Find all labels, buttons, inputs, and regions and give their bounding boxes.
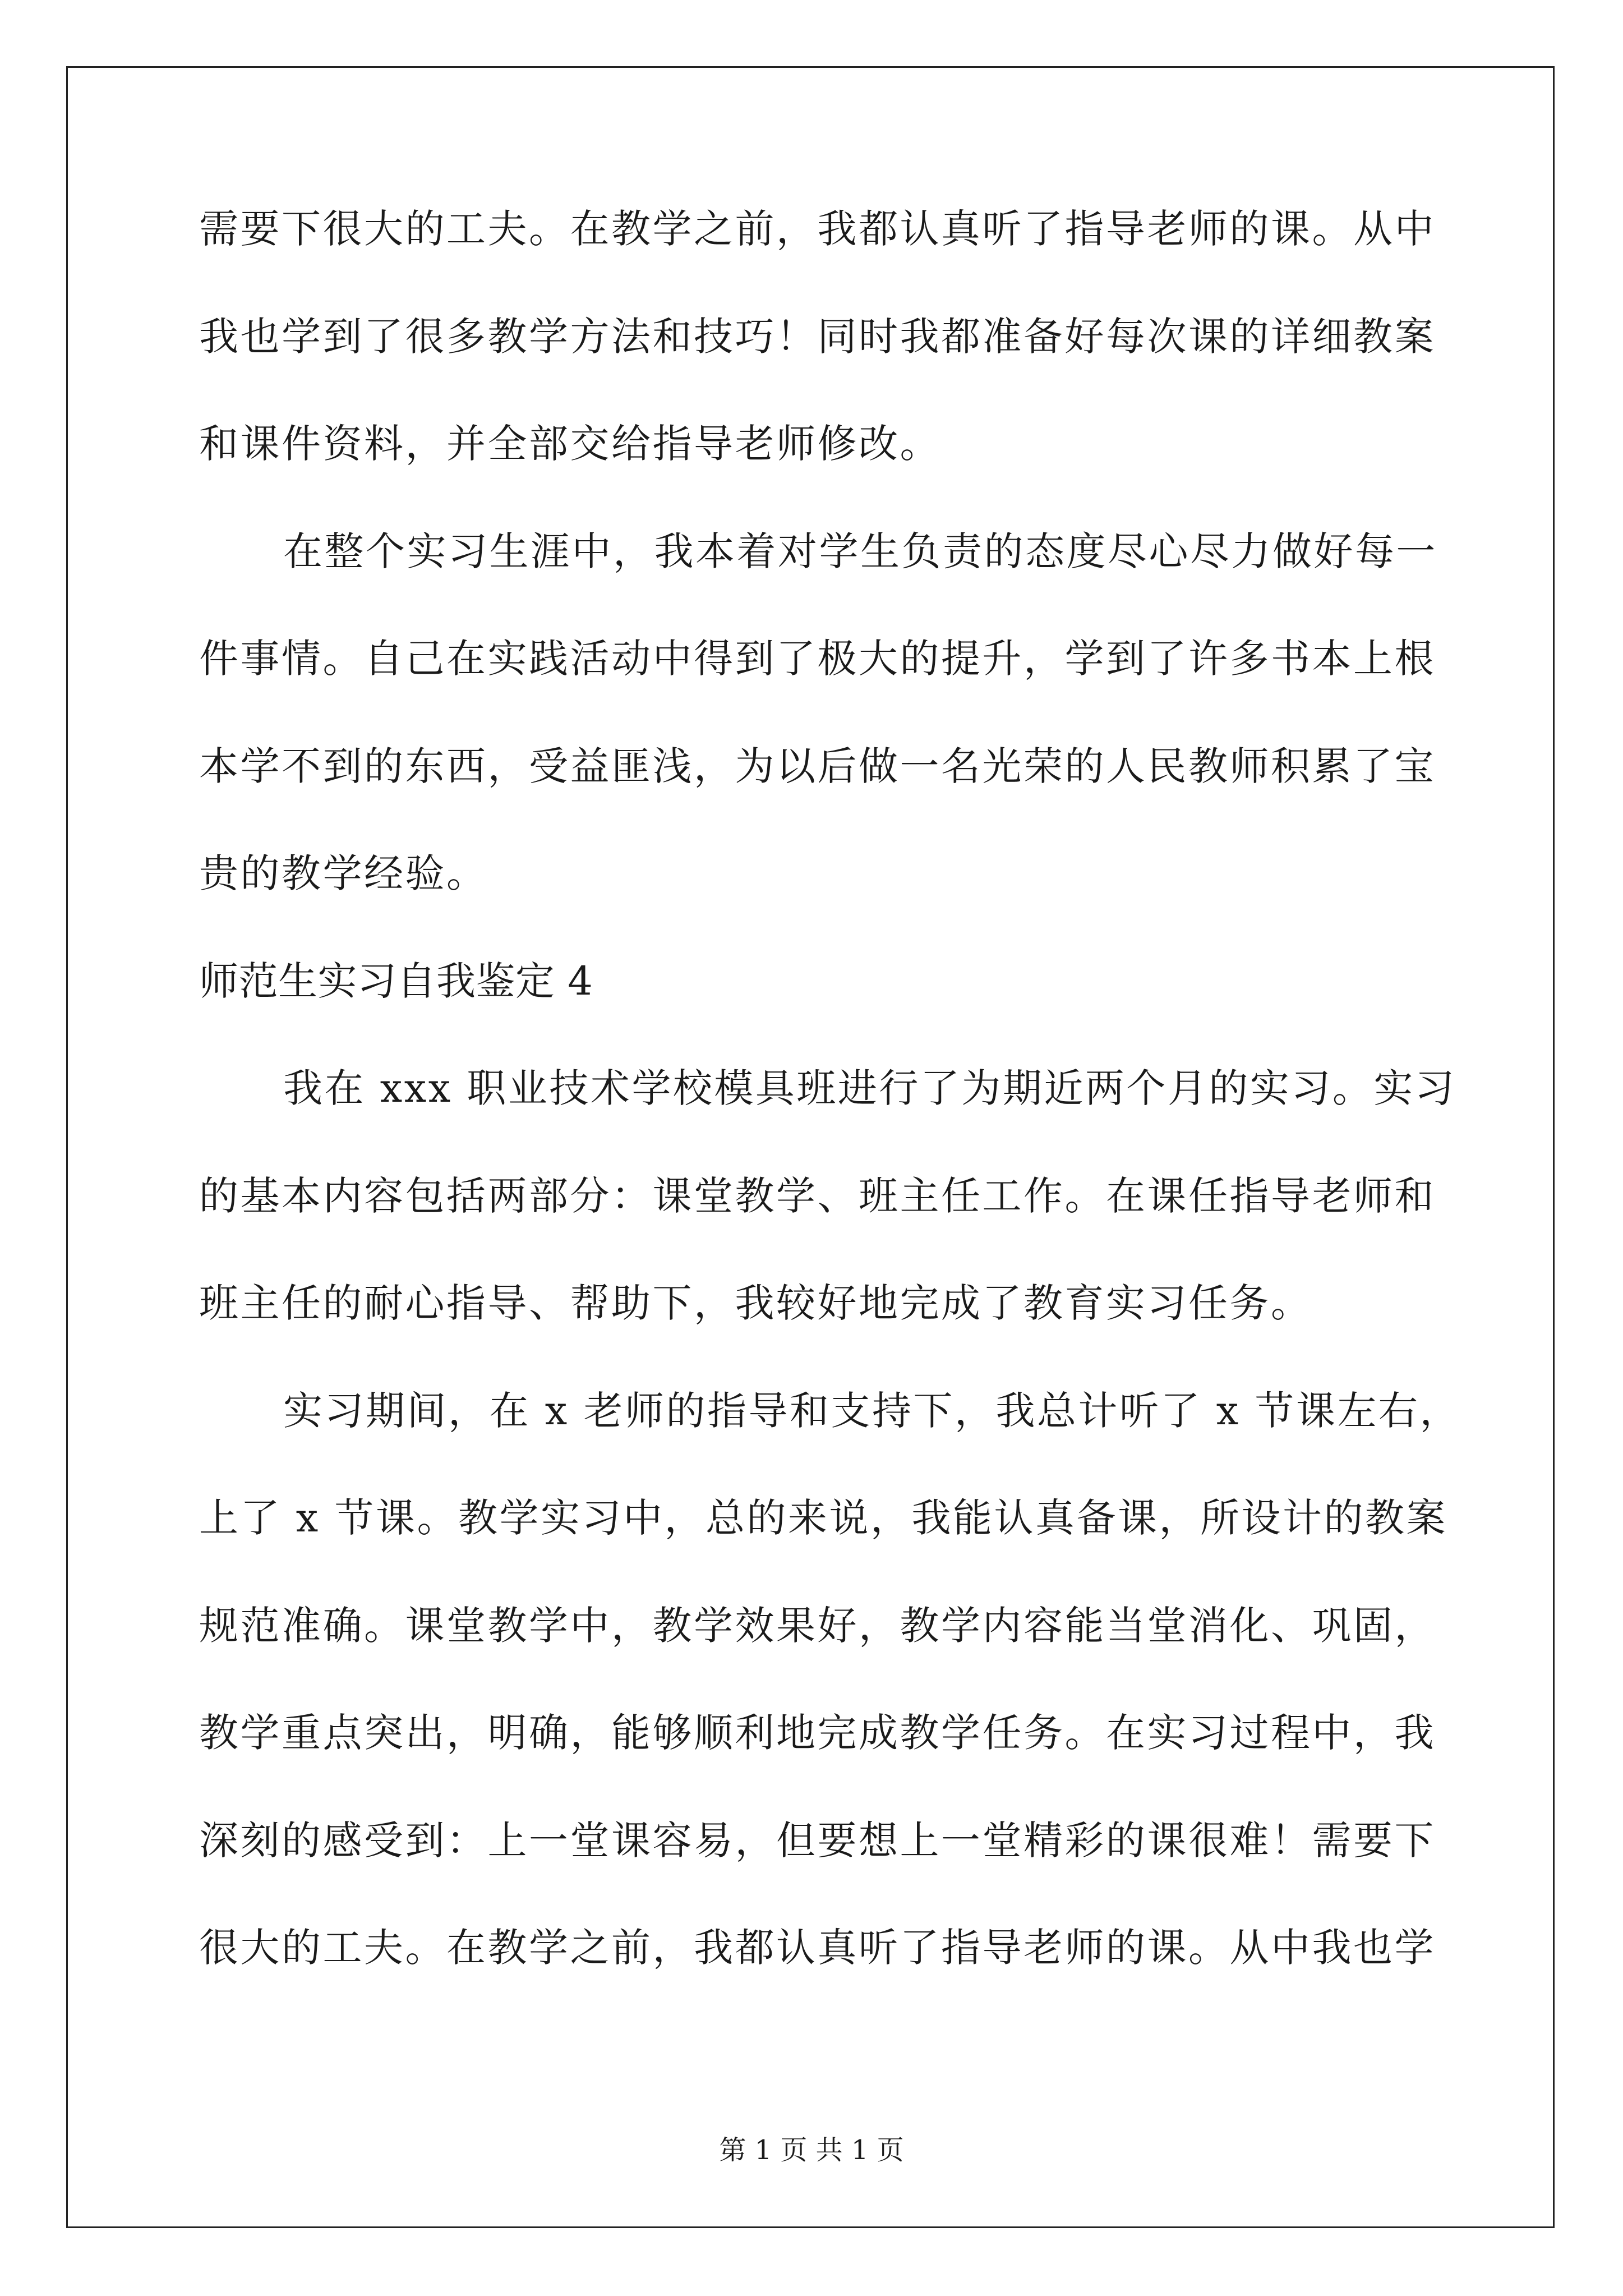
page-footer: 第 1 页 共 1 页 [719,2134,904,2166]
text-line-17: 很大的工夫。在教学之前，我都认真听了指导老师的课。从中我也学 [199,1925,1436,1971]
text-line-2: 我也学到了很多教学方法和技巧！同时我都准备好每次课的详细教案 [199,313,1436,360]
text-line-14: 规范准确。课堂教学中，教学效果好，教学内容能当堂消化、巩固， [199,1602,1436,1649]
text-line-15: 教学重点突出，明确，能够顺利地完成教学任务。在实习过程中，我 [199,1710,1436,1756]
document-body [199,206,1461,2034]
text-line-6: 本学不到的东西，受益匪浅，为以后做一名光荣的人民教师积累了宝 [199,743,1436,789]
text-line-11: 班主任的耐心指导、帮助下，我较好地完成了教育实习任务。 [199,1280,1312,1326]
text-line-13: 上了 x 节课。教学实习中，总的来说，我能认真备课，所设计的教案 [199,1495,1447,1541]
text-line-1: 需要下很大的工夫。在教学之前，我都认真听了指导老师的课。从中 [199,206,1436,252]
text-line-16: 深刻的感受到：上一堂课容易，但要想上一堂精彩的课很难！需要下 [199,1817,1436,1864]
text-line-4: 在整个实习生涯中，我本着对学生负责的态度尽心尽力做好每一 [283,528,1437,574]
text-line-5: 件事情。自己在实践活动中得到了极大的提升，学到了许多书本上根 [199,636,1436,682]
text-line-10: 的基本内容包括两部分：课堂教学、班主任工作。在课任指导老师和 [199,1172,1436,1219]
section-heading: 师范生实习自我鉴定 4 [199,958,593,1004]
text-line-9: 我在 xxx 职业技术学校模具班进行了为期近两个月的实习。实习 [283,1065,1456,1111]
text-line-3: 和课件资料，并全部交给指导老师修改。 [199,421,941,467]
text-line-12: 实习期间，在 x 老师的指导和支持下，我总计听了 x 节课左右， [283,1387,1461,1434]
text-line-7: 贵的教学经验。 [199,850,488,896]
